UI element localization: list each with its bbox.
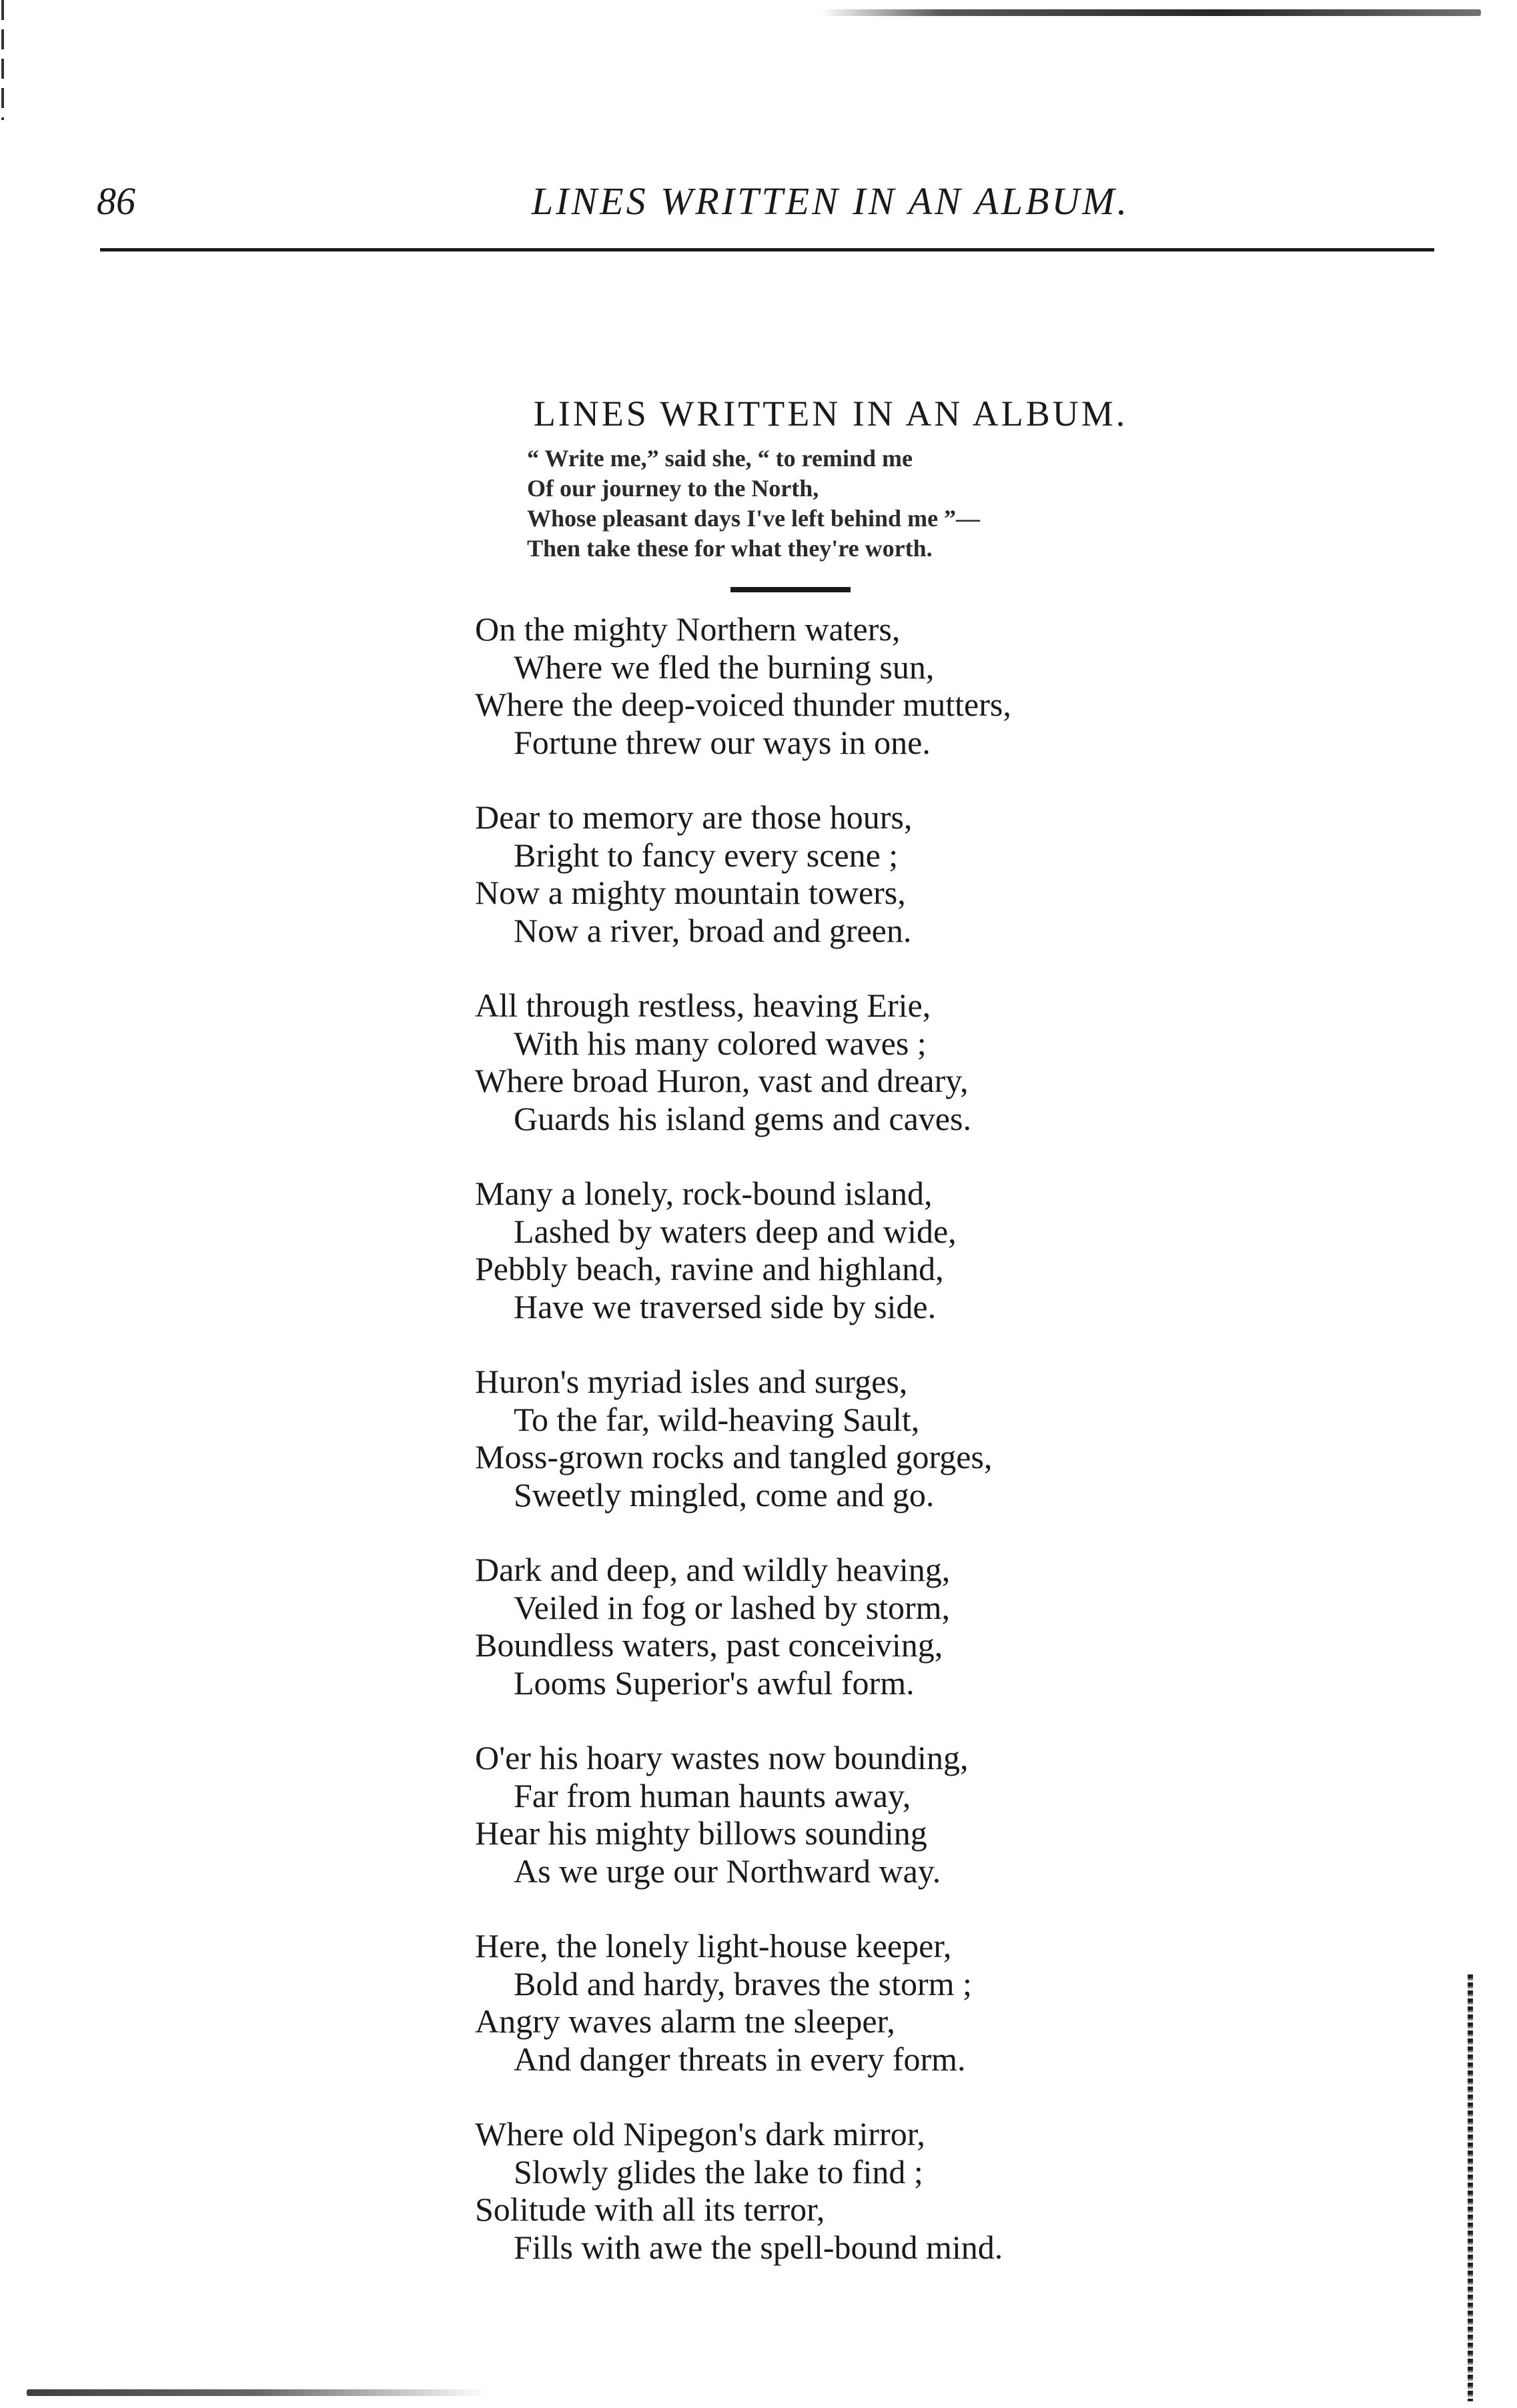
verse-line: Far from human haunts away, [514, 1776, 911, 1814]
verse-line: Moss-grown rocks and tangled gorges, [475, 1438, 993, 1475]
verse-line: Pebbly beach, ravine and highland, [475, 1250, 944, 1287]
verse-line: All through restless, heaving Erie, [475, 987, 931, 1024]
verse-line: Slowly glides the lake to find ; [514, 2153, 923, 2191]
stanza [475, 1175, 1309, 1325]
stanza [475, 987, 1309, 1137]
stanza [475, 1551, 1309, 1702]
stanza [475, 798, 1309, 949]
verse-line: Fortune threw our ways in one. [514, 723, 931, 761]
epigraph [527, 444, 1194, 564]
verse-line: Dear to memory are those hours, [475, 798, 913, 836]
header-rule [100, 248, 1434, 251]
stanza [475, 610, 1309, 761]
running-head [97, 175, 1431, 228]
verse-line: With his many colored waves ; [514, 1024, 927, 1062]
epigraph-line: Then take these for what they're worth. [527, 535, 933, 562]
stanza [475, 1363, 1309, 1514]
verse-line: Solitude with all its terror, [475, 2191, 825, 2228]
verse-line: Where old Nipegon's dark mirror, [475, 2115, 925, 2153]
verse-line: Huron's myriad isles and surges, [475, 1363, 908, 1400]
scan-edge-artifact-left [1, 0, 4, 120]
stanza [475, 2115, 1309, 2266]
verse-line: Angry waves alarm tne sleeper, [475, 2002, 895, 2040]
verse-line: Guards his island gems and caves. [514, 1099, 971, 1137]
poem-body [475, 610, 1309, 2303]
verse-line: Fills with awe the spell-bound mind. [514, 2228, 1003, 2266]
verse-line: Bold and hardy, braves the storm ; [514, 1964, 972, 2002]
verse-line: Have we traversed side by side. [514, 1287, 937, 1325]
verse-line: Where the deep-voiced thunder mutters, [475, 686, 1011, 723]
epigraph-line: “ Write me,” said she, “ to remind me [527, 445, 913, 472]
verse-line: Where we fled the burning sun, [514, 648, 935, 686]
verse-line: Where broad Huron, vast and dreary, [475, 1062, 969, 1099]
verse-line: Looms Superior's awful form. [514, 1664, 915, 1702]
verse-line: Here, the lonely light-house keeper, [475, 1927, 952, 1964]
verse-line: Hear his mighty billows sounding [475, 1814, 927, 1852]
verse-line: Bright to fancy every scene ; [514, 836, 899, 874]
verse-line: Many a lonely, rock-bound island, [475, 1175, 933, 1212]
epigraph-line: Whose pleasant days I've left behind me ”— [527, 505, 981, 532]
verse-line: On the mighty Northern waters, [475, 610, 901, 648]
epigraph-line: Of our journey to the North, [527, 475, 819, 502]
verse-line: Sweetly mingled, come and go. [514, 1475, 935, 1514]
poem-title: LINES WRITTEN IN AN ALBUM. [533, 394, 1128, 434]
scan-edge-artifact-top [821, 9, 1481, 16]
section-separator [730, 587, 851, 592]
running-title: LINES WRITTEN IN AN ALBUM. [531, 179, 1130, 223]
verse-line: Lashed by waters deep and wide, [514, 1212, 957, 1250]
stanza [475, 1739, 1309, 1890]
verse-line: Dark and deep, and wildly heaving, [475, 1551, 951, 1588]
stanza [475, 1927, 1309, 2078]
verse-line: Boundless waters, past conceiving, [475, 1626, 943, 1664]
verse-line: Now a mighty mountain towers, [475, 874, 906, 911]
verse-line: As we urge our Northward way. [514, 1852, 941, 1890]
verse-line: Veiled in fog or lashed by storm, [514, 1588, 951, 1626]
verse-line: To the far, wild-heaving Sault, [514, 1400, 920, 1438]
verse-line: O'er his hoary wastes now bounding, [475, 1739, 969, 1776]
scan-edge-artifact-bottom [27, 2389, 487, 2396]
verse-line: Now a river, broad and green. [514, 911, 912, 949]
page-number: 86 [97, 179, 135, 223]
scan-edge-artifact-right [1468, 1974, 1473, 2401]
verse-line: And danger threats in every form. [514, 2040, 966, 2078]
